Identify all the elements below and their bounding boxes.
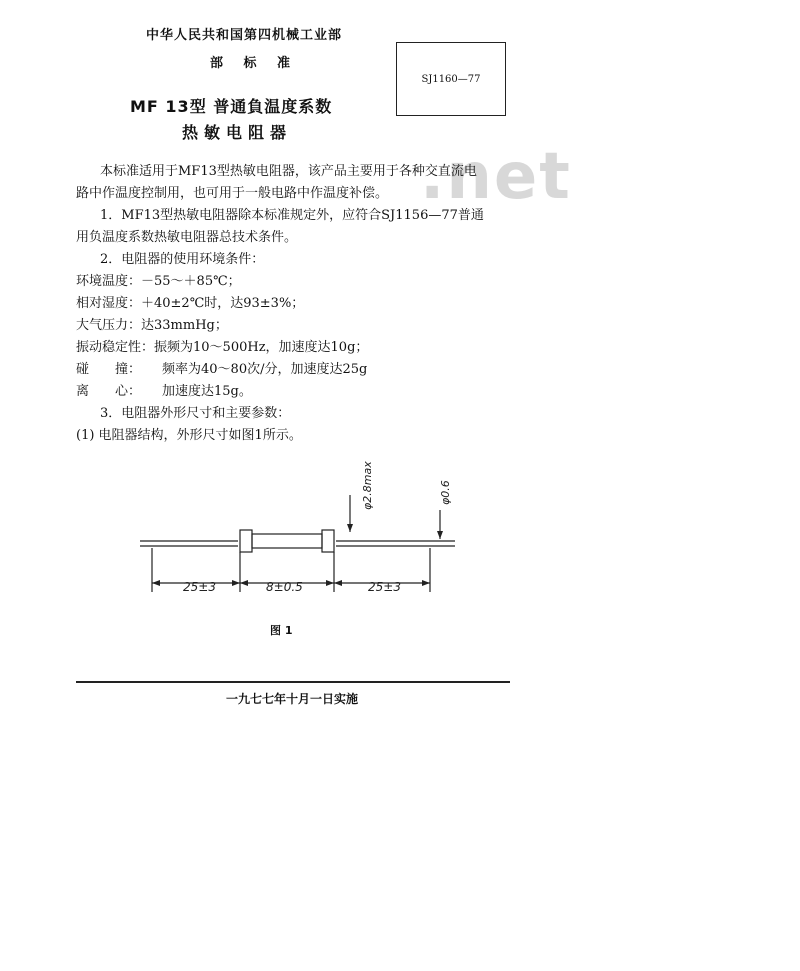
figure-caption: 图 1 — [270, 624, 293, 637]
centrifugal-value: 加速度达15g。 — [162, 384, 252, 399]
intro-line-2: 路中作温度控制用，也可用于一般电路中作温度补偿。 — [76, 186, 389, 201]
arrow-5 — [334, 580, 342, 586]
item1-line-1: 1．MF13型热敏电阻器除本标准规定外，应符合SJ1156—77普通 — [100, 208, 484, 223]
impact-value: 频率为40～80次/分，加速度达25g — [162, 362, 368, 377]
dim-lead-diameter: φ0.6 — [439, 480, 452, 505]
arrow-6 — [422, 580, 430, 586]
arrow-1 — [152, 580, 160, 586]
left-end-cap — [240, 530, 252, 552]
vibration-stability: 振动稳定性：振频为10～500Hz，加速度达10g； — [76, 340, 369, 355]
right-end-cap — [322, 530, 334, 552]
relative-humidity: 相对湿度：＋40±2℃时，达93±3%； — [76, 296, 305, 311]
arrow-body-diameter — [347, 524, 353, 532]
dim-right-lead: 25±3 — [368, 580, 401, 594]
effective-date: 一九七七年十月一日实施 — [226, 692, 359, 706]
impact-label: 碰 撞： — [76, 362, 142, 377]
item3-heading: 3．电阻器外形尺寸和主要参数： — [100, 406, 291, 421]
centrifugal-label: 离 心： — [76, 384, 142, 399]
air-pressure: 大气压力：达33mmHg； — [76, 318, 228, 333]
dim-body-length: 8±0.5 — [266, 580, 303, 594]
dim-left-lead: 25±3 — [183, 580, 216, 594]
resistor-body — [252, 534, 322, 548]
title-line-1: MF 13型 普通負温度系数 — [130, 97, 333, 116]
arrow-lead-diameter — [437, 531, 443, 539]
arrow-4 — [326, 580, 334, 586]
item2-heading: 2．电阻器的使用环境条件： — [100, 252, 265, 267]
arrow-2 — [232, 580, 240, 586]
item1-line-2: 用负温度系数热敏电阻器总技术条件。 — [76, 230, 298, 245]
dim-body-diameter: φ2.8max — [361, 461, 374, 510]
arrow-3 — [240, 580, 248, 586]
item3-sub1: (1) 电阻器结构，外形尺寸如图1所示。 — [76, 428, 302, 443]
footer-rule — [76, 681, 510, 683]
standard-type: 部 标 准 — [210, 56, 299, 71]
standard-number-box — [396, 42, 506, 116]
intro-line-1: 本标准适用于MF13型热敏电阻器，该产品主要用于各种交直流电 — [100, 164, 477, 179]
watermark: .net — [420, 140, 572, 214]
ministry-name: 中华人民共和国第四机械工业部 — [146, 28, 343, 43]
resistor-dimension-drawing — [0, 440, 800, 610]
title-line-2: 热敏电阻器 — [182, 123, 293, 142]
standard-number: SJ1160—77 — [421, 73, 481, 85]
env-temperature: 环境温度：－55～＋85℃； — [76, 274, 241, 289]
